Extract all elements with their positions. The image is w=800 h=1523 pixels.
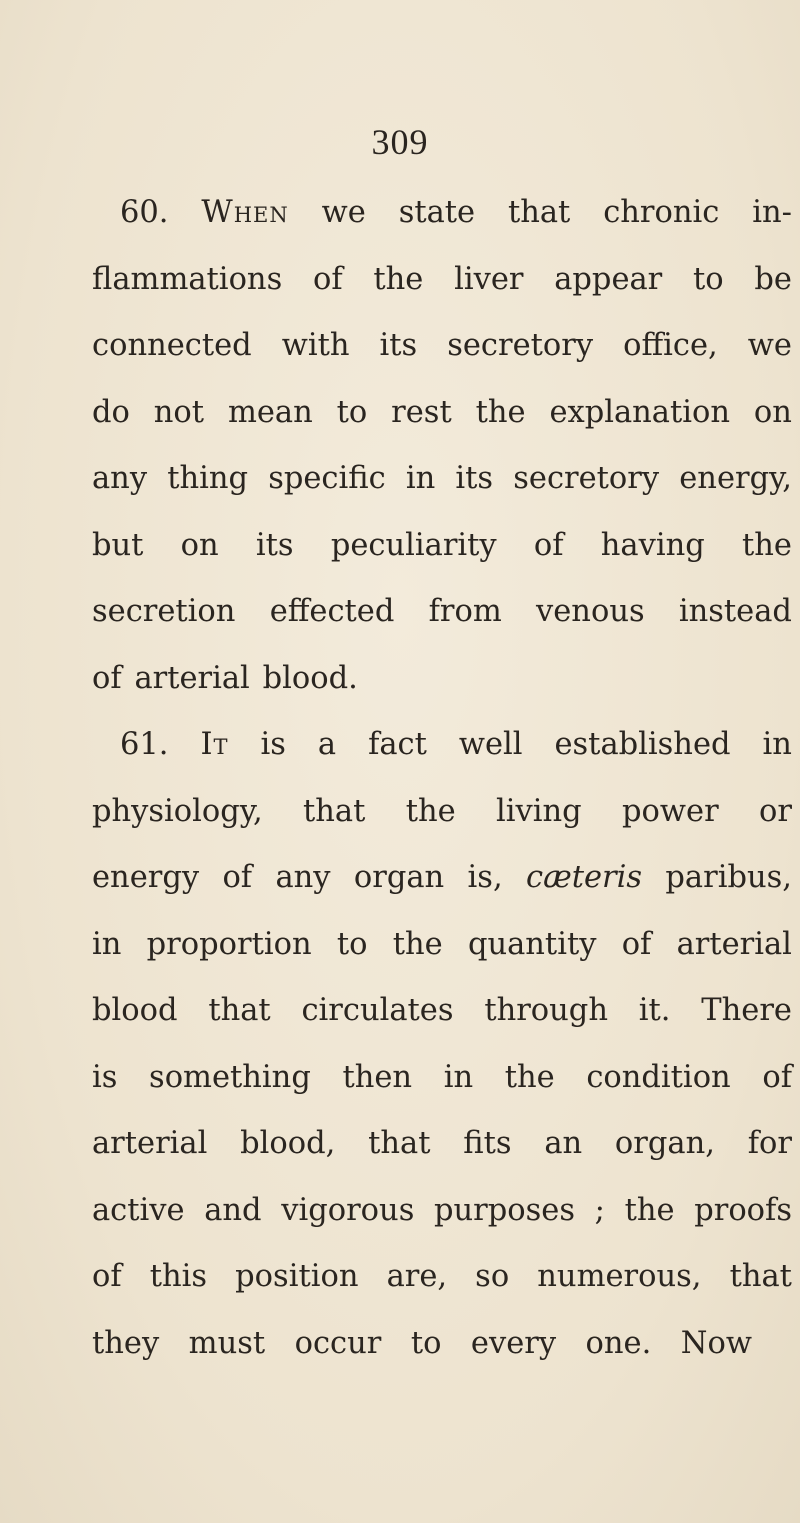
word: active <box>92 1192 185 1228</box>
word: numerous, <box>537 1259 702 1294</box>
word: a <box>317 727 337 762</box>
word: its <box>255 527 294 563</box>
word: having <box>600 527 705 563</box>
word: blood, <box>240 1126 336 1161</box>
word: the <box>742 527 792 563</box>
word: physiology, <box>92 793 263 829</box>
word: on <box>180 527 219 563</box>
word: fits <box>463 1126 512 1161</box>
word: of <box>621 926 652 962</box>
text-line <box>92 1111 792 1178</box>
word: proofs <box>694 1192 792 1228</box>
word: living <box>496 793 582 829</box>
word: the <box>373 261 424 297</box>
text-line <box>92 380 792 447</box>
word: its <box>379 328 418 363</box>
word: to <box>336 394 368 430</box>
word: the <box>392 926 443 962</box>
word: vigorous <box>281 1192 415 1228</box>
page-number: 309 <box>371 122 429 162</box>
text-line <box>92 513 792 580</box>
word: one. <box>585 1325 652 1361</box>
word: thing <box>167 461 249 496</box>
word: we <box>321 195 366 230</box>
word: position <box>235 1259 359 1294</box>
word: any <box>275 860 331 895</box>
word: organ <box>353 860 445 895</box>
text-line <box>92 712 792 779</box>
word: secretory <box>447 328 594 363</box>
word: not <box>153 394 205 430</box>
word: office, <box>623 328 718 363</box>
word: specific <box>268 461 386 496</box>
word: its <box>455 461 494 496</box>
word: that <box>303 793 366 829</box>
word: 61. <box>120 727 169 762</box>
word: established <box>554 727 731 762</box>
word: circulates <box>301 993 454 1028</box>
word: There <box>701 993 792 1028</box>
word: mean <box>227 394 313 430</box>
word: explanation <box>549 394 730 430</box>
text-line <box>92 579 792 646</box>
word: peculiarity <box>330 527 497 563</box>
word: this <box>149 1259 208 1294</box>
word: of <box>92 660 122 696</box>
word: instead <box>678 594 792 629</box>
word: organ, <box>614 1126 715 1161</box>
word: arterial <box>676 926 792 962</box>
text-line <box>92 646 792 713</box>
word: is <box>92 1059 118 1095</box>
word: every <box>470 1325 557 1361</box>
word: through <box>484 993 608 1028</box>
word: to <box>336 926 368 962</box>
word: the <box>624 1192 675 1228</box>
word: that <box>729 1259 792 1294</box>
text-line <box>92 247 792 314</box>
word: so <box>475 1259 510 1294</box>
word: blood. <box>262 660 358 696</box>
text-line <box>92 1244 792 1311</box>
text-line <box>92 313 792 380</box>
word: in <box>92 926 122 962</box>
word: any <box>92 461 148 496</box>
word: arterial <box>134 660 250 696</box>
word: to <box>693 261 724 297</box>
word: then <box>342 1059 413 1095</box>
text-line <box>92 779 792 846</box>
word: that <box>507 195 571 230</box>
word: of <box>762 1059 792 1095</box>
word: chronic <box>603 195 720 230</box>
text-line <box>92 978 792 1045</box>
word: from <box>428 594 502 629</box>
word: secretion <box>92 594 236 629</box>
word: state <box>398 195 476 230</box>
word: that <box>208 993 271 1028</box>
word: the <box>405 793 456 829</box>
word: well <box>458 727 523 762</box>
word: of <box>533 527 564 563</box>
word: power <box>622 793 719 829</box>
word: effected <box>269 594 395 629</box>
word: that <box>368 1126 431 1161</box>
word: When <box>201 195 289 230</box>
word: cæteris <box>526 860 643 895</box>
word: of <box>312 261 343 297</box>
word: do <box>92 394 130 430</box>
word: with <box>281 328 350 363</box>
word: 60. <box>120 195 169 230</box>
word: it. <box>638 993 671 1028</box>
word: or <box>759 793 792 829</box>
word: quantity <box>467 926 597 962</box>
text-line <box>92 912 792 979</box>
word: to <box>410 1325 442 1361</box>
word: but <box>92 527 144 563</box>
text-line <box>92 1045 792 1112</box>
word: on <box>753 394 792 430</box>
word: rest <box>391 394 452 430</box>
word: energy, <box>679 461 792 496</box>
word: the <box>504 1059 555 1095</box>
word: something <box>149 1059 311 1095</box>
word: blood <box>92 993 178 1028</box>
word: venous <box>536 594 645 629</box>
word: appear <box>554 261 663 297</box>
word: of <box>92 1259 122 1294</box>
word: the <box>475 394 526 430</box>
word: purposes <box>434 1192 576 1228</box>
word: is, <box>467 860 503 895</box>
word: in <box>405 461 436 496</box>
word: connected <box>92 328 252 363</box>
word: an <box>544 1126 583 1161</box>
text-line <box>92 180 792 247</box>
word: ; <box>594 1192 605 1228</box>
word: occur <box>294 1325 382 1361</box>
word: liver <box>454 261 524 297</box>
word: we <box>747 328 792 363</box>
word: in- <box>752 195 792 230</box>
word: for <box>747 1126 792 1161</box>
word: and <box>204 1192 262 1228</box>
word: condition <box>586 1059 731 1095</box>
word: energy <box>92 860 200 895</box>
text-line <box>92 1178 792 1245</box>
word: Now <box>680 1325 752 1361</box>
word: flammations <box>92 261 283 297</box>
text-line <box>92 446 792 513</box>
word: must <box>188 1325 266 1361</box>
word: is <box>260 727 286 762</box>
word: of <box>222 860 253 895</box>
text-line <box>92 845 792 912</box>
word: arterial <box>92 1126 208 1161</box>
word: fact <box>368 727 427 762</box>
word: be <box>754 261 792 297</box>
word: they <box>92 1325 160 1361</box>
word: in <box>762 727 792 762</box>
body-text <box>92 180 792 1377</box>
word: paribus, <box>665 860 792 895</box>
word: It <box>200 727 229 762</box>
word: proportion <box>146 926 312 962</box>
word: in <box>443 1059 474 1095</box>
word: secretory <box>513 461 660 496</box>
text-line <box>92 1311 752 1378</box>
word: are, <box>386 1259 448 1294</box>
